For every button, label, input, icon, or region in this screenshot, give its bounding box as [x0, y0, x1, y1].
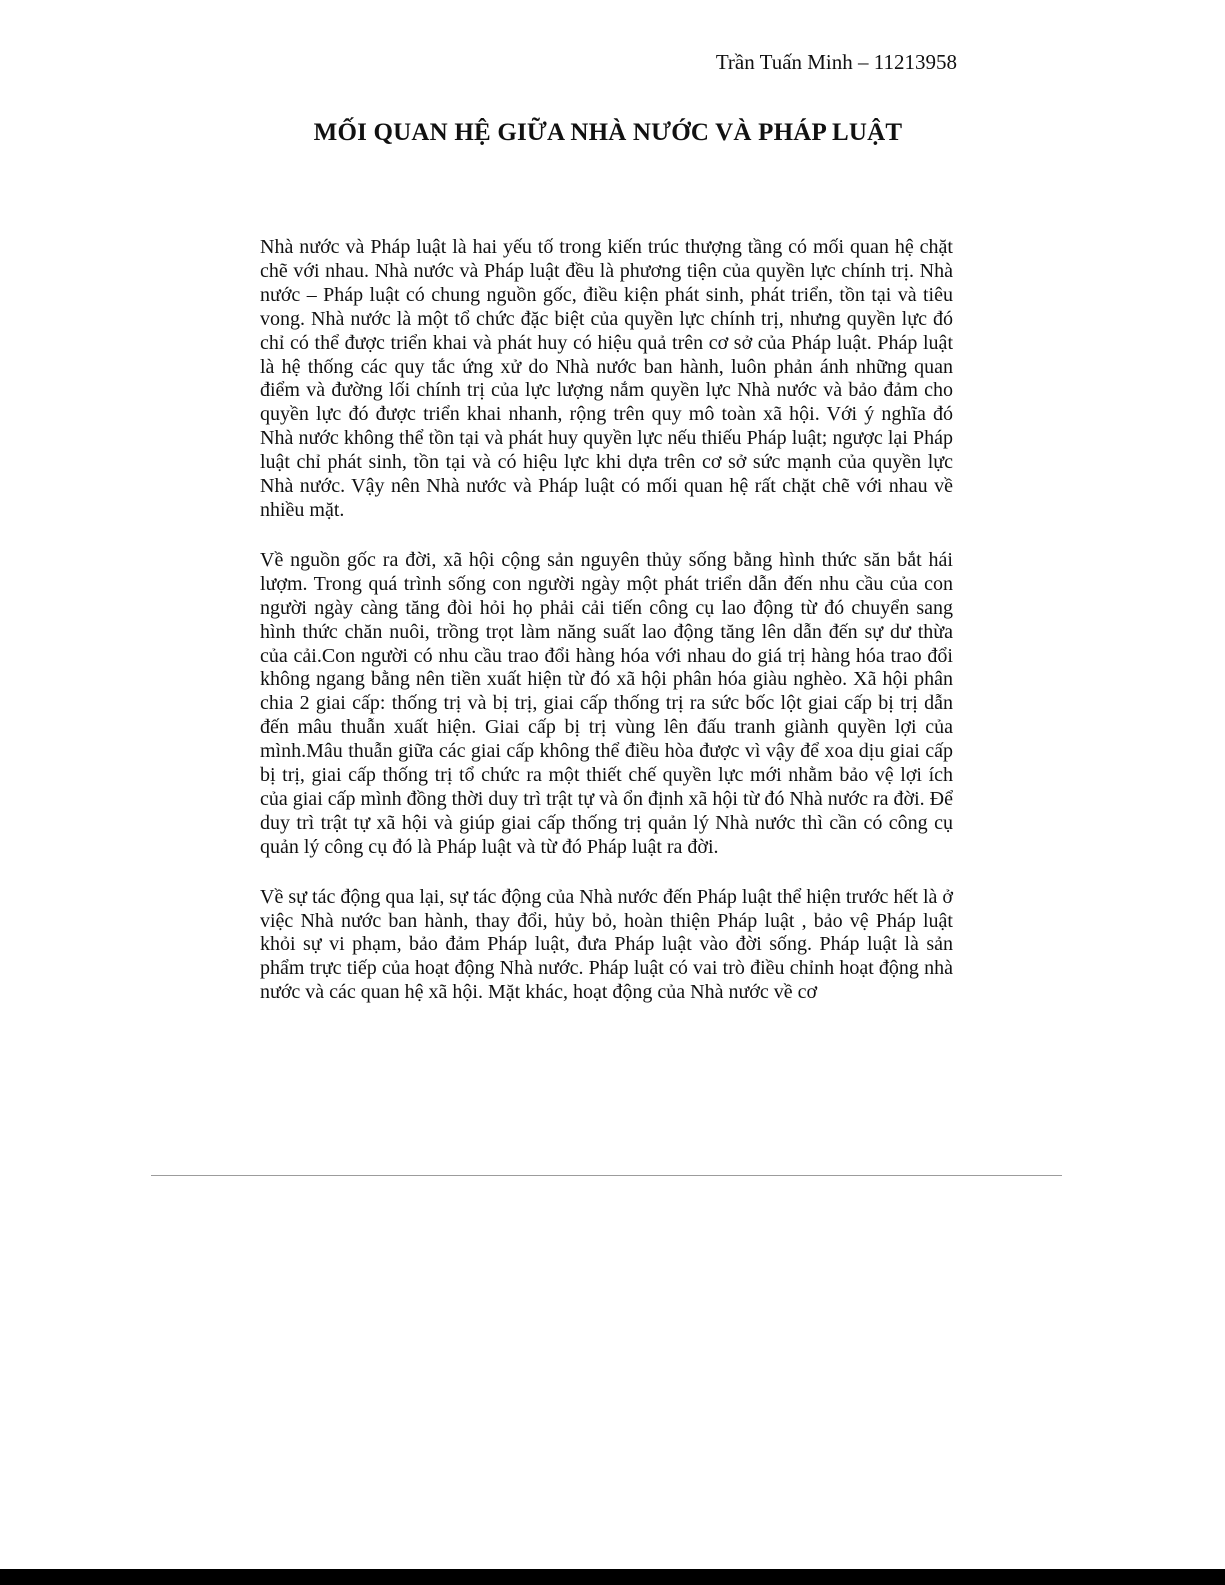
paragraph-interaction: Về sự tác động qua lại, sự tác động của Nhà nước đến Pháp luật thể hiện trước hết là ở việc Nhà nước ban hành, thay đổi, hủy bỏ, hoàn thiện Pháp luật , bảo vệ Pháp luật khỏi sự vi phạm, bảo đảm Pháp luật, đưa Pháp luật vào đời sống. Pháp luật là sản phẩm trực tiếp của hoạt động Nhà nước. Pháp luật có vai trò điều chỉnh hoạt động nhà nước và các quan hệ xã hội. Mặt khác, hoạt động của Nhà nước về cơ: [260, 885, 953, 1004]
paragraph-introduction: Nhà nước và Pháp luật là hai yếu tố trong kiến trúc thượng tầng có mối quan hệ chặt chẽ với nhau. Nhà nước và Pháp luật đều là phương tiện của quyền lực chính trị. Nhà nước – Pháp luật có chung nguồn gốc, điều kiện phát sinh, phát triển, tồn tại và tiêu vong. Nhà nước là một tổ chức đặc biệt của quyền lực chính trị, nhưng quyền lực đó chỉ có thể được triển khai và phát huy có hiệu quả trên cơ sở của Pháp luật. Pháp luật là hệ thống các quy tắc ứng xử do Nhà nước ban hành, luôn phản ánh những quan điểm và đường lối chính trị của lực lượng nắm quyền lực Nhà nước và bảo đảm cho quyền lực đó được triển khai nhanh, rộng trên quy mô toàn xã hội. Với ý nghĩa đó Nhà nước không thể tồn tại và phát huy quyền lực nếu thiếu Pháp luật; ngược lại Pháp luật chỉ phát sinh, tồn tại và có hiệu lực khi dựa trên cơ sở sức mạnh của quyền lực Nhà nước. Vậy nên Nhà nước và Pháp luật có mối quan hệ rất chặt chẽ với nhau về nhiều mặt.: [260, 236, 953, 521]
document-body: [260, 236, 953, 1005]
bottom-edge-bar: [0, 1569, 1225, 1585]
author-header: Trần Tuấn Minh – 11213958: [715, 50, 957, 74]
document-title: MỐI QUAN HỆ GIỮA NHÀ NƯỚC VÀ PHÁP LUẬT: [313, 119, 903, 146]
page-break-divider: [151, 1175, 1062, 1176]
paragraph-origin: Về nguồn gốc ra đời, xã hội cộng sản nguyên thủy sống bằng hình thức săn bắt hái lượm. Trong quá trình sống con người ngày một phát triển dẫn đến nhu cầu của con người ngày càng tăng đòi hỏi họ phải cải tiến công cụ lao động từ đó chuyển sang hình thức chăn nuôi, trồng trọt làm năng suất lao động tăng lên dẫn đến sự dư thừa của cải.Con người có nhu cầu trao đổi hàng hóa với nhau do giá trị hàng hóa trao đổi không ngang bằng nên tiền xuất hiện từ đó xã hội phân hóa giàu nghèo. Xã hội phân chia 2 giai cấp: thống trị và bị trị, giai cấp thống trị ra sức bốc lột giai cấp bị trị dẫn đến mâu thuẫn xuất hiện. Giai cấp bị trị vùng lên đấu tranh giành quyền lợi của mình.Mâu thuẫn giữa các giai cấp không thể điều hòa được vì vậy để xoa dịu giai cấp bị trị, giai cấp thống trị tổ chức ra một thiết chế quyền lực mới nhằm bảo vệ lợi ích của giai cấp mình đồng thời duy trì trật tự và ổn định xã hội từ đó Nhà nước ra đời. Để duy trì trật tự xã hội và giúp giai cấp thống trị quản lý Nhà nước thì cần có công cụ quản lý công cụ đó là Pháp luật và từ đó Pháp luật ra đời.: [260, 548, 953, 858]
